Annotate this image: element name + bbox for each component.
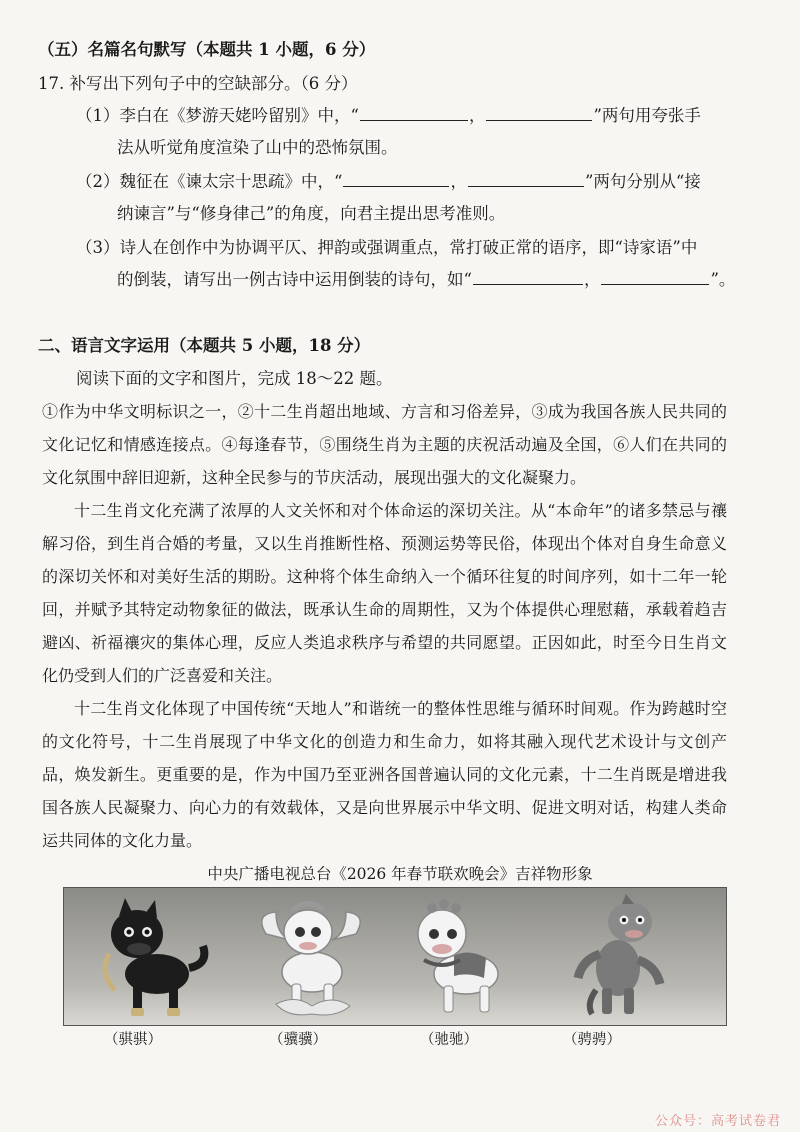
item-2-text-c: ”两句分别从“接 <box>584 172 701 191</box>
question-17-item-1-cont: 法从听觉角度渲染了山中的恐怖氛围。 <box>117 138 398 157</box>
part-2-heading: 二、语言文字运用（本题共 5 小题，18 分） <box>38 336 371 355</box>
answer-blank[interactable] <box>360 106 468 121</box>
item-3-text-c: ， <box>583 270 601 289</box>
answer-blank[interactable] <box>601 270 709 285</box>
answer-blank[interactable] <box>473 270 583 285</box>
passage-paragraph-3: 十二生肖文化体现了中国传统“天地人”和谐统一的整体性思维与循环时间观。作为跨越时空的文化符号，十二生肖展现了中华文化的创造力和生命力，如将其融入现代艺术设计与文创产品，焕发新生。更重要的是，作为中国乃至亚洲各国普遍认同的文化元素，十二生肖既是增进我国各族人民凝聚力、向心力的有效载体，又是向世界展示中华文明、促进文明对话，构建人类命运共同体的文化力量。 <box>42 699 727 850</box>
reading-passage <box>42 395 727 857</box>
item-1-text-a: （1）李白在《梦游天姥吟留别》中，“ <box>76 106 359 125</box>
question-17-item-2-cont: 纳谏言”与“修身律己”的角度，向君主提出思考准则。 <box>117 204 506 223</box>
mascot-label-chichi: （驰驰） <box>420 1032 478 1048</box>
figure-caption: 中央广播电视总台《2026 年春节联欢晚会》吉祥物形象 <box>207 865 593 883</box>
watermark: 公众号：高考试卷君 <box>655 1114 782 1129</box>
item-2-text-a: （2）魏征在《谏太宗十思疏》中，“ <box>76 172 343 191</box>
black-horse-mascot-icon <box>89 894 219 1022</box>
item-1-text-b: ， <box>468 106 486 125</box>
passage-paragraph-1: ①作为中华文明标识之一，②十二生肖超出地域、方言和习俗差异，③成为我国各族人民共同的文化记忆和情感连接点。④每逢春节，⑤围绕生肖为主题的庆祝活动遍及全国，⑥人们在共同的文化氛围中辞旧迎新，这种全民参与的节庆活动，展现出强大的文化凝聚力。 <box>42 402 727 487</box>
question-17-stem: 17. 补写出下列句子中的空缺部分。（6 分） <box>38 74 358 93</box>
white-winged-horse-mascot-icon <box>246 894 376 1022</box>
answer-blank[interactable] <box>486 106 592 121</box>
mascot-label-jiji: （骥骥） <box>269 1032 327 1048</box>
gray-rearing-horse-mascot-icon <box>552 894 682 1022</box>
item-3-text-b: 的倒装，请写出一例古诗中运用倒装的诗句，如“ <box>117 270 472 289</box>
item-3-text-d: ”。 <box>710 270 736 289</box>
white-saddled-horse-mascot-icon <box>396 894 526 1022</box>
answer-blank[interactable] <box>468 172 584 187</box>
mascot-image <box>63 887 727 1026</box>
mascot-label-qiqi: （骐骐） <box>104 1032 162 1048</box>
section-heading: （五）名篇名句默写（本题共 1 小题，6 分） <box>38 40 376 59</box>
passage-paragraph-2: 十二生肖文化充满了浓厚的人文关怀和对个体命运的深切关注。从“本命年”的诸多禁忌与禳解习俗，到生肖合婚的考量，又以生肖推断性格、预测运势等民俗，体现出个体对自身生命意义的深切关怀和对美好生活的期盼。这种将个体生命纳入一个循环往复的时间序列，如十二年一轮回，并赋予其特定动物象征的做法，既承认生命的周期性，又为个体提供心理慰藉，承载着趋吉避凶、祈福禳灾的集体心理，反应人类追求秩序与希望的共同愿望。正因如此，时至今日生肖文化仍受到人们的广泛喜爱和关注。 <box>42 501 727 685</box>
question-17-item-3: （3）诗人在创作中为协调平仄、押韵或强调重点，常打破正常的语序，即“诗家语”中 <box>76 238 698 257</box>
item-1-text-c: ”两句用夸张手 <box>593 106 701 125</box>
reading-instruction: 阅读下面的文字和图片，完成 18～22 题。 <box>76 369 393 388</box>
mascot-label-chengcheng: （骋骋） <box>563 1032 621 1048</box>
question-17-item-1 <box>76 106 701 126</box>
question-17-item-2 <box>76 172 701 192</box>
item-2-text-b: ， <box>450 172 467 191</box>
question-17-item-3-cont <box>117 270 735 290</box>
answer-blank[interactable] <box>343 172 449 187</box>
